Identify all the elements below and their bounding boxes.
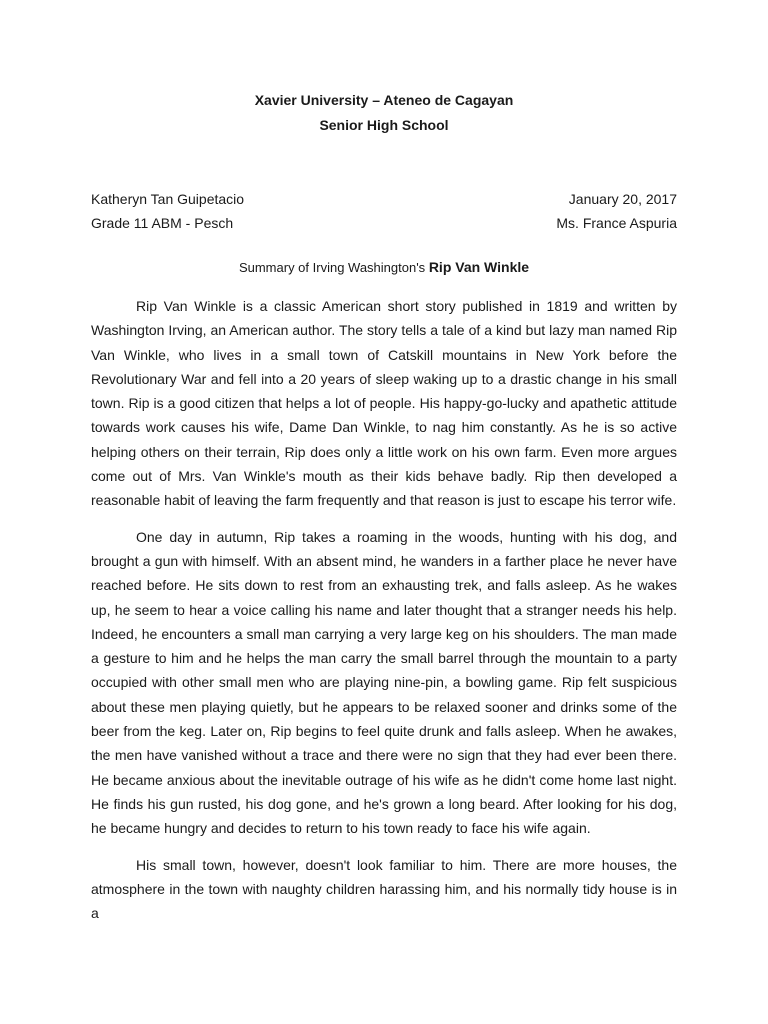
school-name: Xavier University – Ateneo de Cagayan <box>254 92 514 108</box>
story-title: Rip Van Winkle <box>428 259 530 275</box>
teacher-name: Ms. France Aspuria <box>556 215 677 231</box>
info-row-1 <box>91 191 677 207</box>
student-name: Katheryn Tan Guipetacio <box>91 191 245 207</box>
summary-heading-prefix: Summary of Irving Washington's <box>238 260 429 275</box>
summary-heading <box>0 259 768 275</box>
paragraph-2: One day in autumn, Rip takes a roaming in the woods, hunting with his dog, and brought a gun with himself. With an absent mind, he wanders in a farther place he never have reached before. He sits down to rest from an exhausting trek, and falls asleep. As he wakes up, he seem to hear a voice calling his name and later thought that a stranger needs his help. Indeed, he encounters a small man carrying a very large keg on his shoulders. The man made a gesture to him and he helps the man carry the small barrel through the mountain to a party occupied with other small men who are playing nine-pin, a bowling game. Rip felt suspicious about these men playing quietly, but he appears to be relaxed sooner and drinks some of the beer from the keg. Later on, Rip begins to feel quite drunk and falls asleep. When he awakes, the men have vanished without a trace and there were no sign that they had ever been there. He became anxious about the inevitable outrage of his wife as he didn't come home last night. He finds his gun rusted, his dog gone, and he's grown a long beard. After looking for his dog, he became hungry and decides to return to his town ready to face his wife again. <box>91 528 677 837</box>
paragraph-3: His small town, however, doesn't look familiar to him. There are more houses, the atmosphere in the town with naughty children harassing him, and his normally tidy house is in a <box>91 856 677 922</box>
summary-body <box>91 294 677 937</box>
grade-section: Grade 11 ABM - Pesch <box>91 215 234 231</box>
department-name: Senior High School <box>319 117 449 133</box>
paragraph-1: Rip Van Winkle is a classic American short story published in 1819 and written by Washington Irving, an American author. The story tells a tale of a kind but lazy man named Rip Van Winkle, who lives in a small town of Catskill mountains in New York before the Revolutionary War and fell into a 20 years of sleep waking up to a drastic change in his small town. Rip is a good citizen that helps a lot of people. His happy-go-lucky and apathetic attitude towards work causes his wife, Dame Dan Winkle, to nag him constantly. As he is so active helping others on their terrain, Rip does only a little work on his own farm. Even more argues come out of Mrs. Van Winkle's mouth as their kids behave badly. Rip then developed a reasonable habit of leaving the farm frequently and that reason is just to escape his terror wife. <box>91 298 677 509</box>
info-row-2 <box>91 215 677 231</box>
document-date: January 20, 2017 <box>568 191 677 207</box>
